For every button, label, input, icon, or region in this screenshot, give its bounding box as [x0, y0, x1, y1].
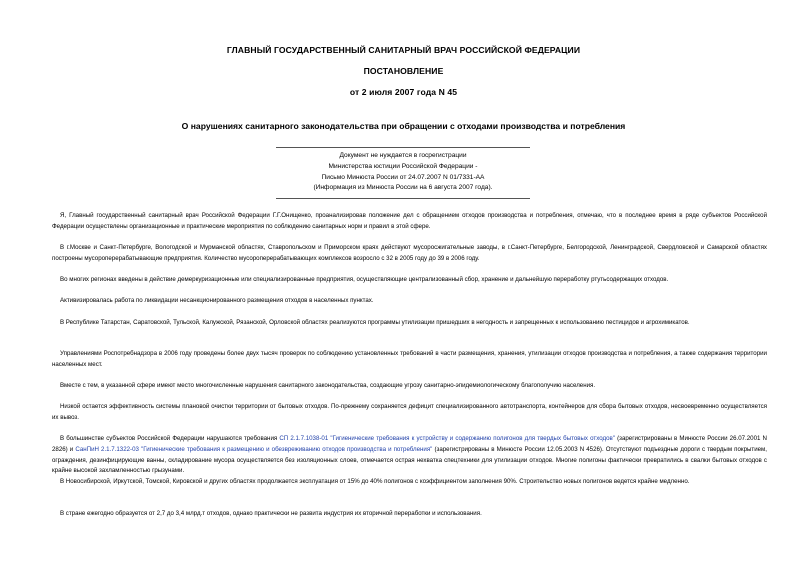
note-divider-bottom — [276, 198, 530, 199]
paragraph-text: (зарегистрированы в Минюсте России 26.07.2001 N 2826) и — [52, 435, 767, 453]
body-paragraph: Во многих регионах введены в действие демеркуризационные или специализированные предприятия, осуществляющие централизованный сбор, хранение и дальнейшую переработку ртутьсодержащих отходов. — [60, 276, 669, 283]
body-paragraph: В Новосибирской, Иркутской, Томской, Кировской и других областях продолжается эксплуатация от 15% до 40% полигонов с коэффициентом заполнения 90%. Строительство новых полигонов ведется крайне медленно. — [60, 478, 690, 485]
note-line: Документ не нуждается в госрегистрации — [339, 152, 467, 159]
note-divider-top — [276, 147, 530, 148]
body-paragraph: В Республике Татарстан, Саратовской, Тульской, Калужской, Рязанской, Орловской областях реализуются программы утилизации пришедших в негодность и запрещенных к использованию пестицидов и агрохимикатов. — [60, 319, 690, 326]
note-line: (Информация из Минюста России на 6 августа 2007 года). — [313, 184, 493, 192]
note-line: Министерства юстиции Российской Федерации - — [328, 162, 478, 170]
paragraph-text: (зарегистрированы в Минюсте России 12.05.2003 N 4526). Отсутствуют подъездные дороги с твердым покрытием, ограждения, дезинфицирующие ванны, складирование мусора осуществляется без изоляционных слоев, отмечается острая нехватка спецтехники для утилизации отходов. Многие полигоны фактически превратились в свалки бытовых отходов с крайне высокой захламленностью грызунами. — [52, 445, 767, 475]
sanpin-2-1-7-1322-03-link[interactable]: СанПиН 2.1.7.1322-03 "Гигиенические требования к размещению и обезвреживанию отходов производства и потребления" — [75, 445, 433, 453]
document-subject: О нарушениях санитарного законодательства при обращении с отходами производства и потребления — [181, 121, 626, 131]
body-paragraph — [52, 434, 767, 477]
body-paragraph: В г.Москве и Санкт-Петербурге, Вологодской и Мурманской областях, Ставропольском и Приморском краях действуют мусоросжигательные заводы, в г.Санкт-Петербурге, Белгородской, Ленинградской, Свердловской и Самарской областях построены мусороперерабатывающие предприятия. Количество мусороперерабатывающих комплексов возросло с 32 в 2005 году до 39 в 2006 году. — [52, 244, 767, 262]
body-paragraph: Вместе с тем, в указанной сфере имеют место многочисленные нарушения санитарного законодательства, создающие угрозу санитарно-эпидемиологическому благополучию населения. — [60, 382, 596, 389]
document-type: ПОСТАНОВЛЕНИЕ — [363, 66, 444, 76]
issuing-authority: ГЛАВНЫЙ ГОСУДАРСТВЕННЫЙ САНИТАРНЫЙ ВРАЧ РОССИЙСКОЙ ФЕДЕРАЦИИ — [226, 45, 581, 55]
body-paragraph: Управлениями Роспотребнадзора в 2006 году проведены более двух тысяч проверок по соблюдению установленных требований в части размещения, хранения, утилизации отходов производства и потребления, а также содержания территории населенных мест. — [52, 350, 767, 368]
body-paragraph: Активизировалась работа по ликвидации несанкционированного размещения отходов в населенных пунктах. — [60, 297, 374, 304]
document-date-number: от 2 июля 2007 года N 45 — [349, 87, 458, 97]
registration-note — [276, 151, 530, 194]
body-paragraph: Я, Главный государственный санитарный врач Российской Федерации Г.Г.Онищенко, проанализировав положение дел с обращением отходов производства и потребления, отмечаю, что в последнее время в ряде субъектов Российской Федерации осуществлены организационные и практические мероприятия по соблюдению санитарных норм и правил в этой сфере. — [52, 212, 767, 230]
sp-2-1-7-1038-01-link[interactable]: СП 2.1.7.1038-01 "Гигиенические требования к устройству и содержанию полигонов для твердых бытовых отходов" — [279, 435, 615, 442]
body-paragraph: Низкой остается эффективность системы плановой очистки территории от бытовых отходов. По-прежнему сохраняется дефицит специализированного автотранспорта, контейнеров для сбора бытовых отходов, несвоевременно осуществляется их вывоз. — [52, 403, 767, 421]
note-line: Письмо Минюста России от 24.07.2007 N 01/7331-АА — [321, 173, 485, 181]
paragraph-text: В большинстве субъектов Российской Федерации нарушаются требования — [60, 435, 280, 442]
body-paragraph: В стране ежегодно образуется от 2,7 до 3,4 млрд.т отходов, однако практически не развита индустрия их вторичной переработки и использования. — [60, 510, 482, 517]
